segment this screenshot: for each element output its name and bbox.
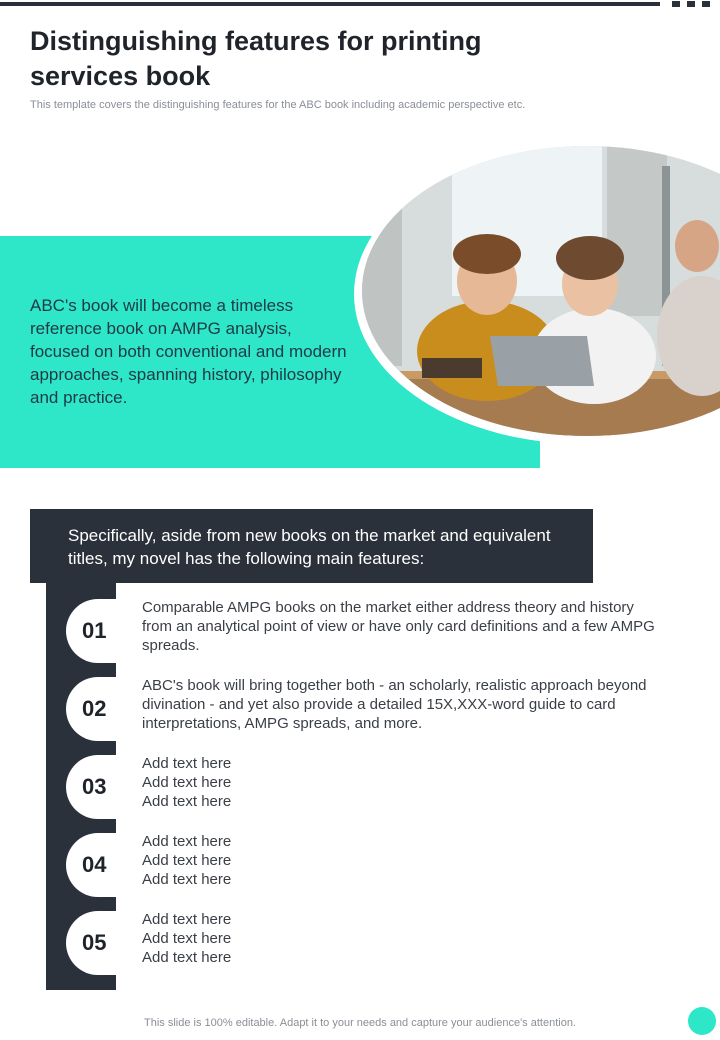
footer-accent-dot	[688, 1007, 716, 1035]
feature-item-1	[46, 587, 686, 665]
page-title: Distinguishing features for printing services book	[30, 26, 482, 91]
feature-text: Add text here Add text here Add text here	[142, 911, 232, 966]
feature-item-3	[46, 743, 686, 821]
feature-number-badge	[66, 755, 150, 819]
feature-item-4	[46, 821, 686, 899]
feature-item-2	[46, 665, 686, 743]
feature-text: Comparable AMPG books on the market either address theory and history from an analytical point of view or have only card definitions and a few AMPG spreads.	[142, 599, 655, 654]
page-subtitle: This template covers the distinguishing features for the ABC book including academic perspective etc.	[30, 99, 526, 111]
feature-text: Add text here Add text here Add text here	[142, 755, 232, 810]
features-intro-text: Specifically, aside from new books on the market and equivalent titles, my novel has the following main features:	[68, 526, 551, 568]
top-accent-bar	[0, 2, 660, 6]
feature-text: ABC's book will bring together both - an scholarly, realistic approach beyond divination - and yet also provide a detailed 15X,XXX-word guide to card interpretations, AMPG spreads, and more.	[142, 677, 647, 732]
feature-number: 03	[82, 774, 107, 799]
footer-note: This slide is 100% editable. Adapt it to your needs and capture your audience's attention.	[144, 1017, 576, 1029]
feature-text: Add text here Add text here Add text here	[142, 833, 232, 888]
top-accent-dots	[672, 1, 710, 7]
feature-number-badge	[66, 599, 150, 663]
highlight-text: ABC's book will become a timeless reference book on AMPG analysis, focused on both conventional and modern approaches, spanning history, philosophy and practice.	[30, 296, 347, 407]
feature-number: 04	[82, 852, 107, 877]
feature-number: 05	[82, 930, 107, 955]
features-intro-box	[30, 509, 593, 583]
feature-number: 01	[82, 618, 107, 643]
feature-number-badge	[66, 677, 150, 741]
feature-number: 02	[82, 696, 107, 721]
feature-number-badge	[66, 911, 150, 975]
feature-item-5	[46, 899, 686, 977]
feature-number-badge	[66, 833, 150, 897]
